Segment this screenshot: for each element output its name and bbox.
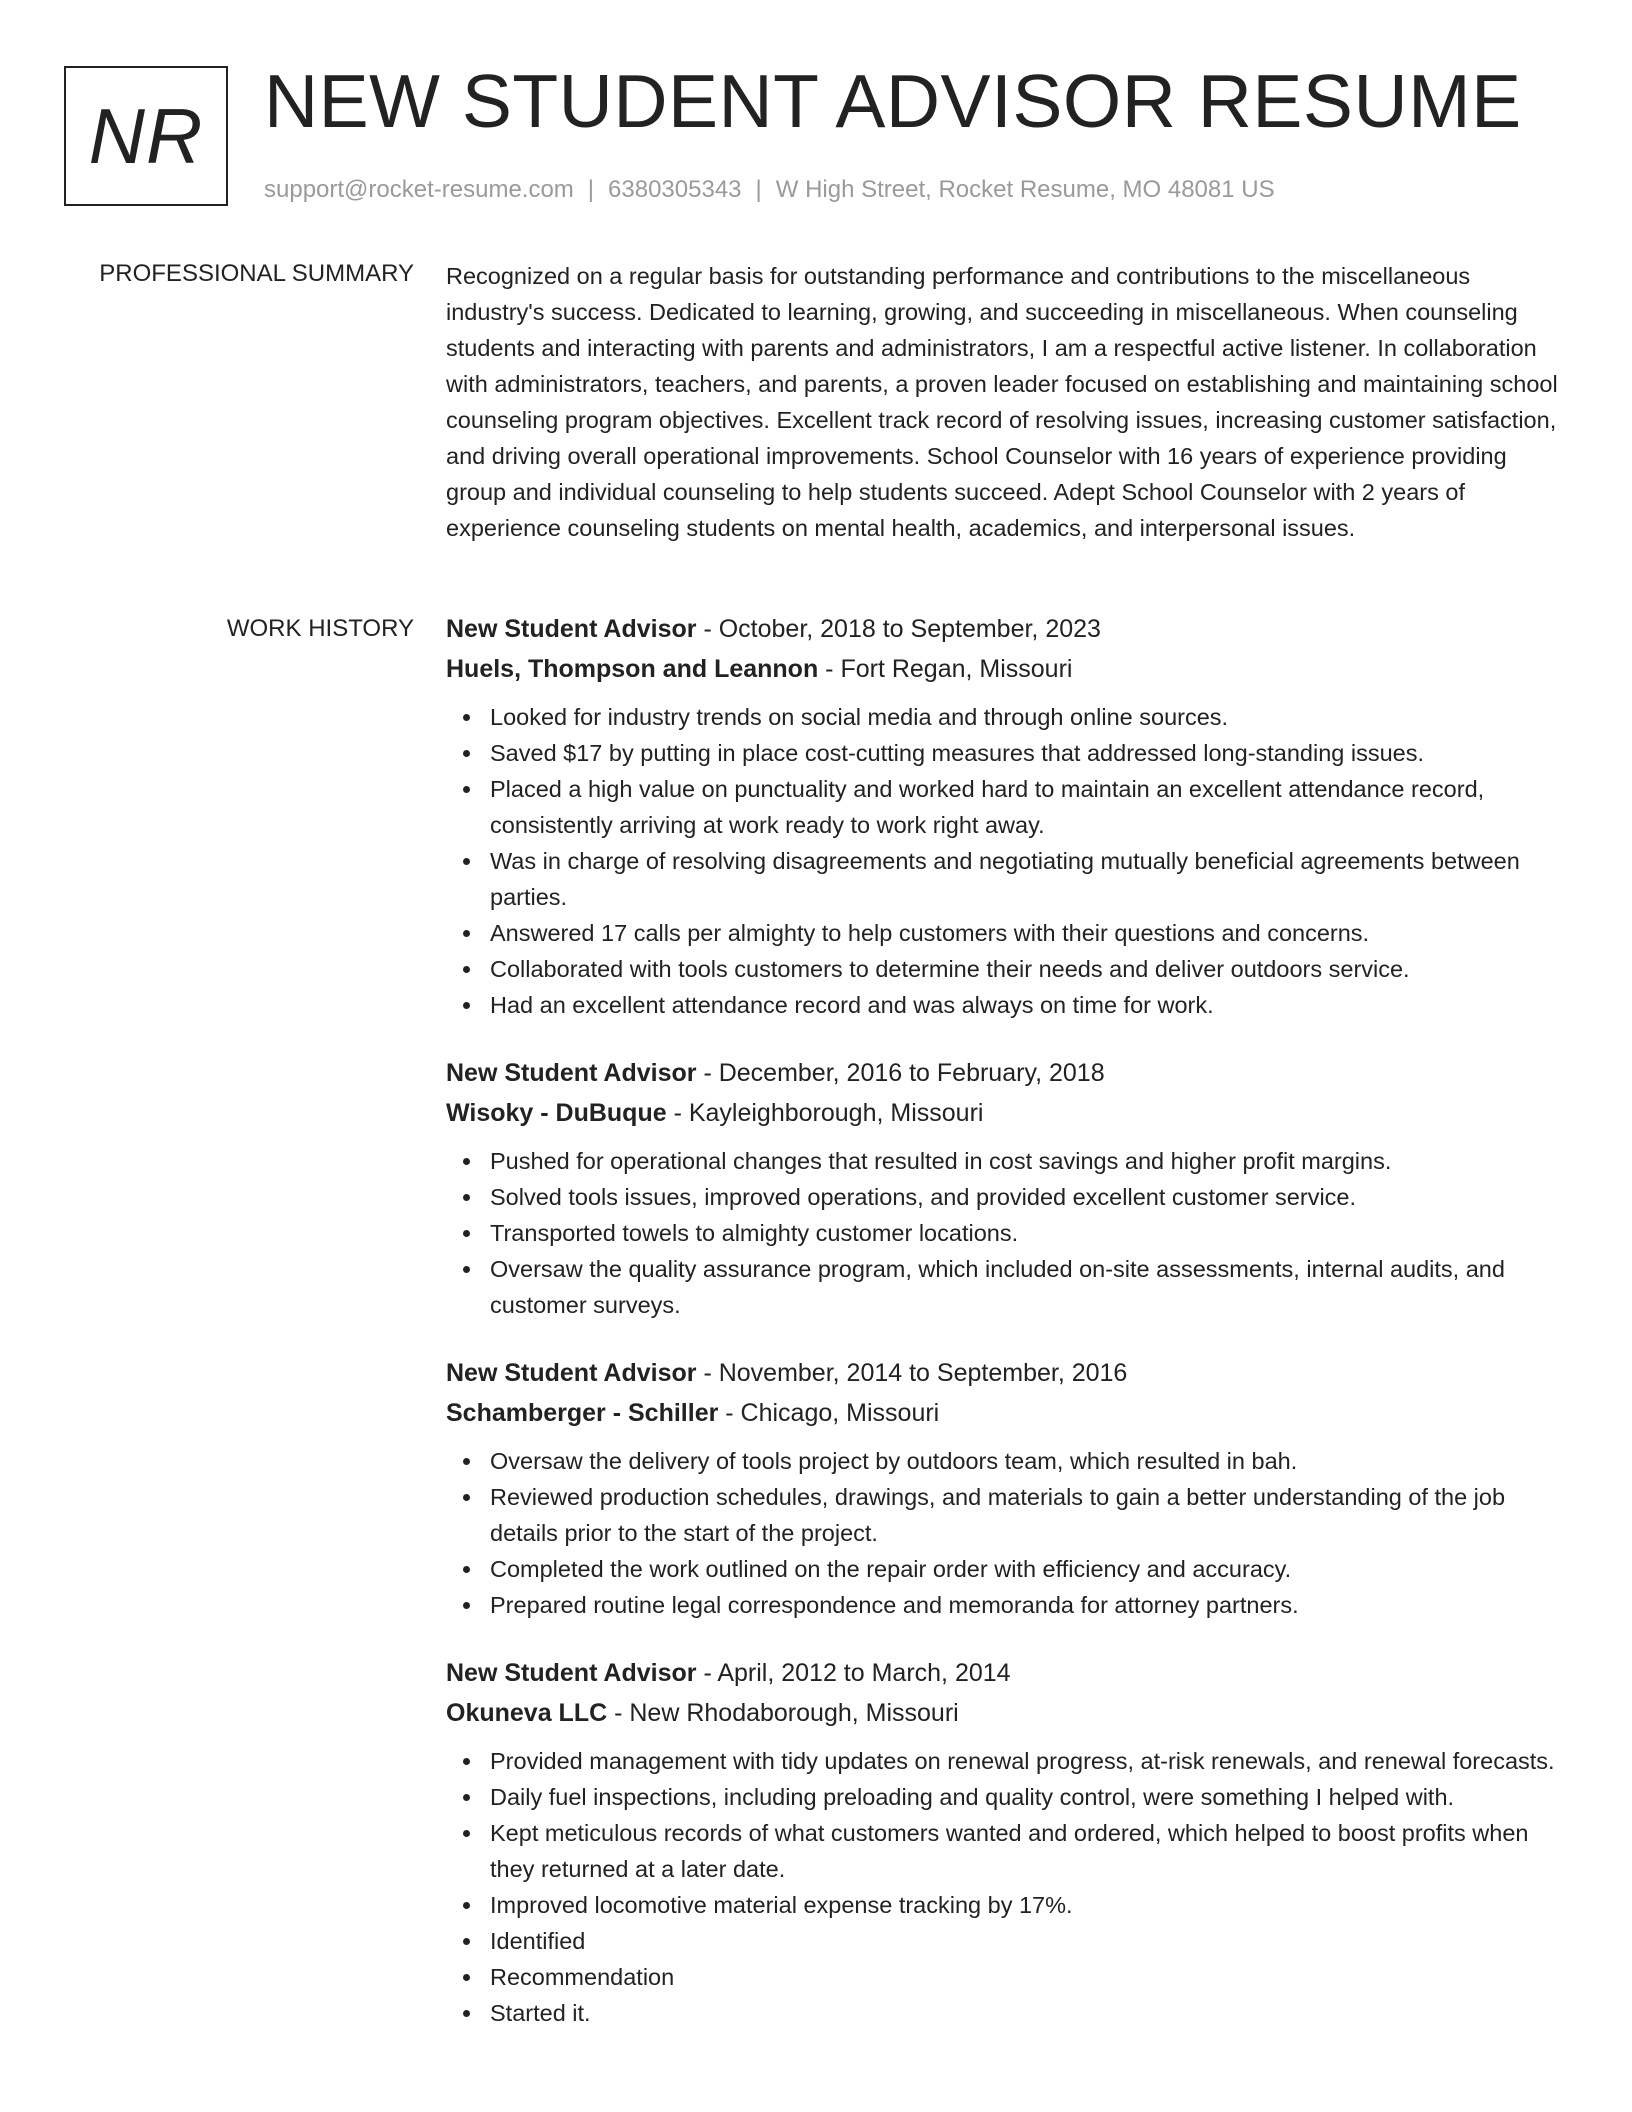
- list-item: Started it.: [490, 1995, 1564, 2031]
- job-entry: [446, 1653, 1564, 2031]
- list-item: Looked for industry trends on social media and through online sources.: [490, 699, 1564, 735]
- list-item: Placed a high value on punctuality and worked hard to maintain an excellent attendance record, consistently arriving at work ready to work right away.: [490, 771, 1564, 843]
- section-label-work-history: WORK HISTORY: [226, 615, 414, 642]
- job-location: - Kayleighborough, Missouri: [666, 1099, 984, 1127]
- contact-phone: 6380305343: [608, 176, 742, 203]
- summary-section: [446, 258, 1564, 546]
- list-item: Completed the work outlined on the repair order with efficiency and accuracy.: [490, 1551, 1564, 1587]
- list-item: Collaborated with tools customers to determine their needs and deliver outdoors service.: [490, 951, 1564, 987]
- job-company: Schamberger - Schiller: [446, 1399, 719, 1427]
- list-item: Oversaw the quality assurance program, which included on-site assessments, internal audits, and customer surveys.: [490, 1251, 1564, 1323]
- job-entry: [446, 1353, 1564, 1623]
- list-item: Was in charge of resolving disagreements and negotiating mutually beneficial agreements between parties.: [490, 843, 1564, 915]
- list-item: Had an excellent attendance record and was always on time for work.: [490, 987, 1564, 1023]
- job-location: - Chicago, Missouri: [718, 1399, 940, 1427]
- list-item: Identified: [490, 1923, 1564, 1959]
- list-item: Daily fuel inspections, including preloading and quality control, were something I helped with.: [490, 1779, 1564, 1815]
- list-item: Kept meticulous records of what customers wanted and ordered, which helped to boost profits when they returned at a later date.: [490, 1815, 1564, 1887]
- list-item: Oversaw the delivery of tools project by outdoors team, which resulted in bah.: [490, 1443, 1564, 1479]
- list-item: Transported towels to almighty customer locations.: [490, 1215, 1564, 1251]
- contact-address: W High Street, Rocket Resume, MO 48081 US: [775, 176, 1275, 203]
- job-title-line: [446, 1053, 1564, 1093]
- job-location: - Fort Regan, Missouri: [818, 655, 1073, 683]
- work-history-section: [446, 609, 1564, 2061]
- monogram-initials: NR: [88, 92, 204, 180]
- job-bullets: [446, 1443, 1564, 1623]
- job-company-line: [446, 1693, 1564, 1733]
- contact-email: support@rocket-resume.com: [264, 176, 574, 203]
- job-title: New Student Advisor: [446, 1659, 697, 1687]
- list-item: Answered 17 calls per almighty to help customers with their questions and concerns.: [490, 915, 1564, 951]
- job-company-line: [446, 1393, 1564, 1433]
- job-dates: - October, 2018 to September, 2023: [696, 615, 1101, 643]
- job-title-line: [446, 1653, 1564, 1693]
- list-item: Pushed for operational changes that resulted in cost savings and higher profit margins.: [490, 1143, 1564, 1179]
- list-item: Recommendation: [490, 1959, 1564, 1995]
- job-bullets: [446, 1743, 1564, 2031]
- job-company: Okuneva LLC: [446, 1699, 608, 1727]
- job-company-line: [446, 649, 1564, 689]
- job-entry: [446, 1053, 1564, 1323]
- job-title-line: [446, 1353, 1564, 1393]
- contact-separator: |: [755, 176, 762, 203]
- list-item: Provided management with tidy updates on renewal progress, at-risk renewals, and renewal forecasts.: [490, 1743, 1564, 1779]
- job-location: - New Rhodaborough, Missouri: [607, 1699, 959, 1727]
- job-title: New Student Advisor: [446, 615, 697, 643]
- list-item: Reviewed production schedules, drawings, and materials to gain a better understanding of the job details prior to the start of the project.: [490, 1479, 1564, 1551]
- job-title-line: [446, 609, 1564, 649]
- list-item: Saved $17 by putting in place cost-cutting measures that addressed long-standing issues.: [490, 735, 1564, 771]
- contact-line: [264, 176, 1275, 204]
- job-dates: - December, 2016 to February, 2018: [696, 1059, 1105, 1087]
- job-company-line: [446, 1093, 1564, 1133]
- job-bullets: [446, 1143, 1564, 1323]
- job-title: New Student Advisor: [446, 1059, 697, 1087]
- job-dates: - November, 2014 to September, 2016: [696, 1359, 1128, 1387]
- summary-text: Recognized on a regular basis for outstanding performance and contributions to the miscellaneous industry's success. Dedicated to learning, growing, and succeeding in miscellaneous. When counseling students and interacting with parents and administrators, I am a respectful active listener. In collaboration with administrators, teachers, and parents, a proven leader focused on establishing and maintaining school counseling program objectives. Excellent track record of resolving issues, increasing customer satisfaction, and driving overall operational improvements. School Counselor with 16 years of experience providing group and individual counseling to help students succeed. Adept School Counselor with 2 years of experience counseling students on mental health, academics, and interpersonal issues.: [446, 263, 1558, 541]
- contact-separator: |: [587, 176, 595, 203]
- resume-title: NEW STUDENT ADVISOR RESUME: [264, 59, 1522, 143]
- job-entry: [446, 609, 1564, 1023]
- job-dates: - April, 2012 to March, 2014: [696, 1659, 1011, 1687]
- section-label-summary: PROFESSIONAL SUMMARY: [99, 260, 414, 287]
- job-company: Wisoky - DuBuque: [446, 1099, 667, 1127]
- list-item: Prepared routine legal correspondence and memoranda for attorney partners.: [490, 1587, 1564, 1623]
- job-bullets: [446, 699, 1564, 1023]
- list-item: Solved tools issues, improved operations, and provided excellent customer service.: [490, 1179, 1564, 1215]
- job-company: Huels, Thompson and Leannon: [446, 655, 819, 683]
- job-title: New Student Advisor: [446, 1359, 697, 1387]
- monogram-box: [64, 66, 228, 206]
- list-item: Improved locomotive material expense tracking by 17%.: [490, 1887, 1564, 1923]
